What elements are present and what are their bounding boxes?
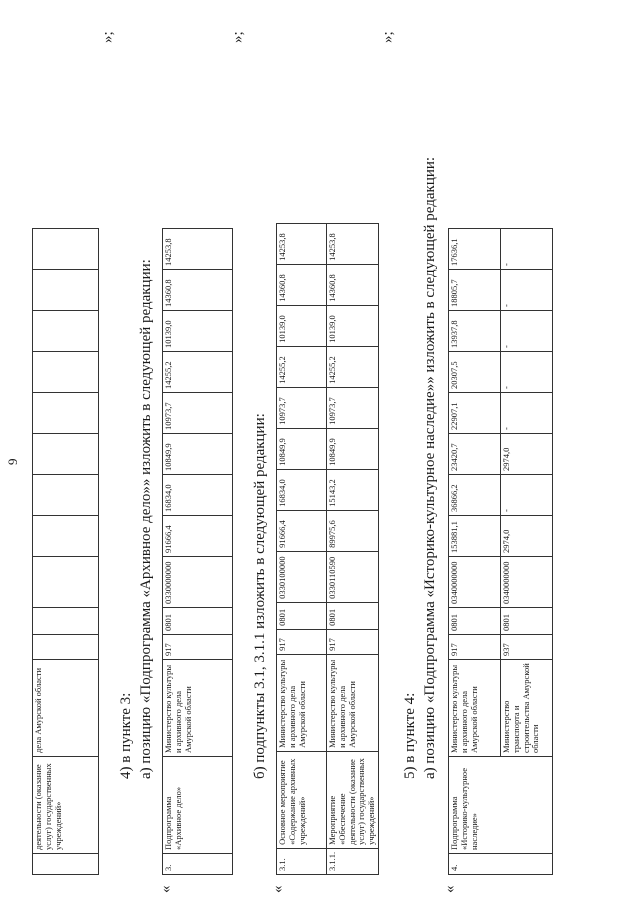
cell-no: 3. [163,854,233,875]
cell-value: 153881,1 [449,516,501,557]
cell-no: 4. [449,854,553,875]
cell-value: 16834,0 [163,475,233,516]
cell-value: - [501,270,553,311]
cell-value: 91666,4 [277,510,327,551]
cell-org: Министерство культуры и архивного дела Амурской области [163,660,233,757]
cell-value: 14253,8 [327,223,379,264]
cell-csr: 0330110590 [327,551,379,602]
cell-value: 10973,7 [277,387,327,428]
table-row [449,229,501,875]
cell-grbs: 917 [327,629,379,654]
cell-value: 2974,0 [501,516,553,557]
cell-org: дела Амурской области [33,660,99,757]
cell-name: деятельности (оказание услуг) государственных учреждений» [33,757,99,854]
cell-value: 23420,7 [449,434,501,475]
cell-value: 17636,1 [449,229,501,270]
cell-value: - [501,229,553,270]
cell-value: 16834,0 [277,469,327,510]
archive-table [162,228,233,875]
cell-csr: 0340000000 [501,557,553,608]
cell-name: Подпрограмма «Архивное дело» [163,757,233,854]
cell-value: 14253,8 [163,229,233,270]
opening-quote: « [158,885,174,893]
cell-name: Подпрограмма «Историко-культурное наследие» [449,757,553,854]
cell-value: 10849,9 [277,428,327,469]
opening-quote: « [270,885,286,893]
cell-section: 0801 [277,602,327,629]
cell-value: 14255,2 [277,346,327,387]
table-row [163,229,233,875]
table-row [33,229,99,875]
cell-value: 18805,7 [449,270,501,311]
cell-value: 89975,6 [327,510,379,551]
cell-csr: 0330000000 [163,557,233,608]
page-number: 9 [5,458,20,465]
continuation-table [32,228,99,875]
closing-quote: »; [100,31,116,43]
cell-grbs: 937 [501,635,553,660]
cell-org: Министерство культуры и архивного дела Амурской области [327,654,379,751]
section-instruction: а) позицию «Подпрограмма «Историко-культурное наследие»» изложить в следующей редакции: [422,156,438,779]
cell-grbs: 917 [277,629,327,654]
cell-no: 3.1. [277,848,327,874]
cell-value: 14253,8 [277,223,327,264]
table-row [327,223,379,874]
cell-value: 10973,7 [163,393,233,434]
cell-name: Основное мероприятие «Содержание архивных учреждений» [277,751,327,848]
cell-section: 0801 [327,602,379,629]
closing-quote: »; [380,31,396,43]
cell-value: 14360,8 [277,264,327,305]
cell-org: Министерство культуры и архивного дела Амурской области [277,654,327,751]
cell-value: 10973,7 [327,387,379,428]
cell-csr: 0330100000 [277,551,327,602]
cell-value: 2974,0 [501,434,553,475]
cell-value: 20307,5 [449,352,501,393]
opening-quote: « [442,885,458,893]
section-instruction: б) подпункты 3.1, 3.1.1 изложить в следующей редакции: [252,413,268,779]
cell-value: - [501,311,553,352]
cell-value: - [501,352,553,393]
cell-value: 14360,8 [327,264,379,305]
cell-no: 3.1.1. [327,848,379,874]
cell-value: 15143,2 [327,469,379,510]
cell-value: 13937,8 [449,311,501,352]
cell-value: 10139,0 [163,311,233,352]
cell-value: 22907,1 [449,393,501,434]
section-instruction: а) позицию «Подпрограмма «Архивное дело»» изложить в следующей редакции: [138,259,154,779]
cell-value: - [501,393,553,434]
cell-section: 0801 [163,608,233,635]
cell-section: 0801 [449,608,501,635]
cell-value: 36866,2 [449,475,501,516]
cell-csr: 0340000000 [449,557,501,608]
cell-value: 14255,2 [327,346,379,387]
heritage-table [448,228,553,875]
cell-section: 0801 [501,608,553,635]
cell-value: 10849,9 [163,434,233,475]
cell-value: 10139,0 [277,305,327,346]
cell-value: 91666,4 [163,516,233,557]
cell-value: 10849,9 [327,428,379,469]
cell-value: - [501,475,553,516]
section-heading: 4) в пункте 3: [118,692,134,779]
cell-org: Министерство культуры и архивного дела Амурской области [449,660,501,757]
table-row [277,223,327,874]
cell-value: 14360,8 [163,270,233,311]
section-heading: 5) в пункте 4: [402,692,418,779]
cell-grbs: 917 [163,635,233,660]
cell-grbs: 917 [449,635,501,660]
archive-subitems-table [276,223,379,875]
closing-quote: »; [230,31,246,43]
cell-name: Мероприятие «Обеспечение деятельности (оказание услуг) государственных учреждений» [327,751,379,848]
cell-org: Министерство транспорта и строительства Амурской области [501,660,553,757]
cell-value: 14255,2 [163,352,233,393]
cell-value: 10139,0 [327,305,379,346]
